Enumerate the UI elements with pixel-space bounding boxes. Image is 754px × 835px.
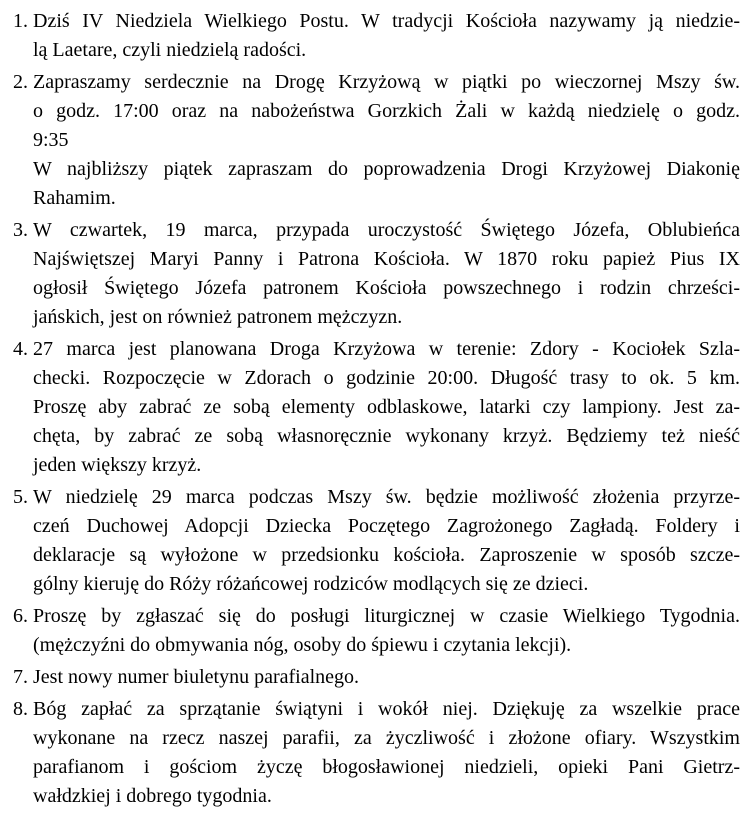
item-line: lą Laetare, czyli niedzielą radości. <box>33 39 307 61</box>
item-line: deklaracje są wyłożone w przedsionku kościoła. Zaproszenie w sposób szcze- <box>33 544 740 566</box>
item-line: wykonane na rzecz naszej parafii, za życzliwość i złożone ofiary. Wszystkim <box>33 727 740 749</box>
item-line: ogłosił Świętego Józefa patronem Kościoła powszechnego i rodzin chrześci- <box>33 277 740 299</box>
item-number: 5. <box>13 486 28 508</box>
item-line: 27 marca jest planowana Droga Krzyżowa w terenie: Zdory - Kociołek Szla- <box>33 338 740 360</box>
item-line: jańskich, jest on również patronem mężczyzn. <box>33 306 403 328</box>
item-line: chęta, by zabrać ze sobą własnoręcznie wykonany krzyż. Będziemy też nieść <box>33 425 740 447</box>
item-line: parafianom i gościom życzę błogosławionej niedzieli, opieki Pani Gietrz- <box>33 756 740 778</box>
item-number: 6. <box>13 605 28 627</box>
item-number: 3. <box>13 219 28 241</box>
item-line: Zapraszamy serdecznie na Drogę Krzyżową w piątki po wieczornej Mszy św. <box>33 71 740 93</box>
item-line: checki. Rozpoczęcie w Zdorach o godzinie 20:00. Długość trasy to ok. 5 km. <box>33 367 740 389</box>
list-item <box>13 68 740 213</box>
item-number: 1. <box>13 10 28 32</box>
item-line: Proszę aby zabrać ze sobą elementy odblaskowe, latarki czy lampiony. Jest za- <box>33 396 740 418</box>
list-item <box>13 335 740 480</box>
item-line: Dziś IV Niedziela Wielkiego Postu. W tradycji Kościoła nazywamy ją niedzie- <box>33 10 740 32</box>
item-line: Jest nowy numer biuletynu parafialnego. <box>33 666 360 688</box>
item-line: W najbliższy piątek zapraszam do poprowadzenia Drogi Krzyżowej Diakonię <box>33 158 740 180</box>
item-number: 2. <box>13 71 28 93</box>
item-number: 4. <box>13 338 28 360</box>
item-line: jeden większy krzyż. <box>33 454 202 476</box>
item-text <box>33 695 740 811</box>
list-item <box>13 663 740 692</box>
item-line: Najświętszej Maryi Panny i Patrona Kościoła. W 1870 roku papież Pius IX <box>33 248 740 270</box>
list-item <box>13 7 740 65</box>
item-text <box>33 7 740 65</box>
item-text <box>33 335 740 480</box>
list-item <box>13 602 740 660</box>
item-number: 7. <box>13 666 28 688</box>
item-line: o godz. 17:00 oraz na nabożeństwa Gorzkich Żali w każdą niedzielę o godz. <box>33 100 740 122</box>
list-item <box>13 695 740 811</box>
item-line: Proszę by zgłaszać się do posługi liturgicznej w czasie Wielkiego Tygodnia. <box>33 605 740 627</box>
item-line: Rahamim. <box>33 187 116 209</box>
item-line: czeń Duchowej Adopcji Dziecka Poczętego Zagrożonego Zagładą. Foldery i <box>33 515 740 537</box>
item-line: (mężczyźni do obmywania nóg, osoby do śpiewu i czytania lekcji). <box>33 634 572 656</box>
item-line: Bóg zapłać za sprzątanie świątyni i wokół niej. Dziękuję za wszelkie prace <box>33 698 740 720</box>
item-text <box>33 602 740 660</box>
item-line: 9:35 <box>33 129 69 151</box>
item-line: W czwartek, 19 marca, przypada uroczystość Świętego Józefa, Oblubieńca <box>33 219 740 241</box>
announcement-list <box>13 7 740 811</box>
list-item <box>13 216 740 332</box>
item-text <box>33 68 740 213</box>
item-line: wałdzkiej i dobrego tygodnia. <box>33 785 272 807</box>
item-text <box>33 663 740 692</box>
item-line: gólny kieruję do Róży różańcowej rodziców modlących się ze dzieci. <box>33 573 589 595</box>
item-text <box>33 483 740 599</box>
item-text <box>33 216 740 332</box>
item-line: W niedzielę 29 marca podczas Mszy św. będzie możliwość złożenia przyrze- <box>33 486 740 508</box>
list-item <box>13 483 740 599</box>
item-number: 8. <box>13 698 28 720</box>
